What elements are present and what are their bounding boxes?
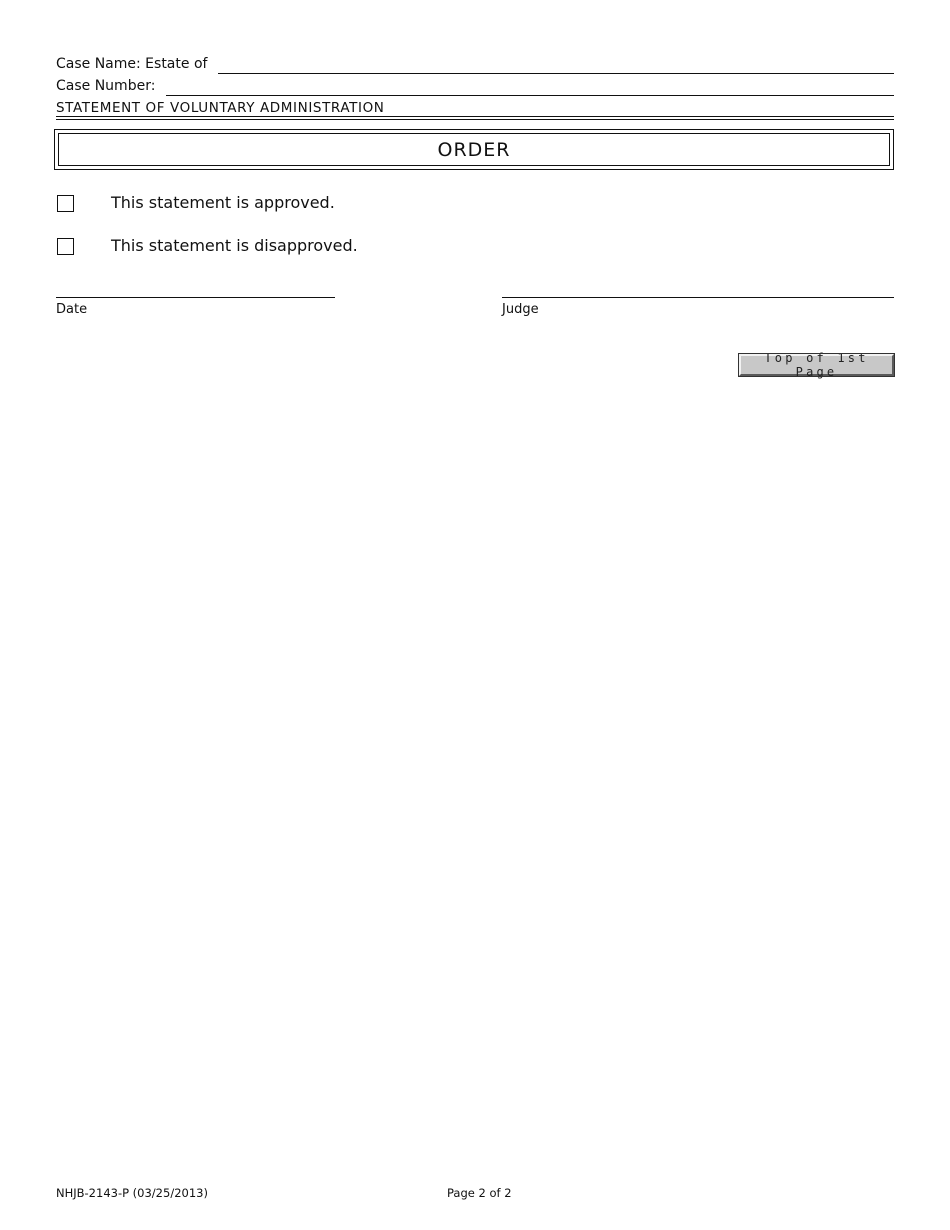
order-section-inner	[58, 133, 890, 166]
order-section-box	[54, 129, 894, 170]
approved-option	[57, 193, 657, 215]
disapproved-option	[57, 236, 657, 258]
case-name-field[interactable]	[218, 51, 894, 74]
case-name-row	[56, 52, 894, 74]
judge-label: Judge	[502, 302, 539, 317]
page-number: Page 2 of 2	[447, 1186, 512, 1200]
approved-label: This statement is approved.	[111, 193, 335, 212]
case-number-row	[56, 74, 894, 96]
form-id: NHJB-2143-P (03/25/2013)	[56, 1186, 208, 1200]
judge-signature-line[interactable]	[502, 297, 894, 298]
date-signature-line[interactable]	[56, 297, 335, 298]
case-name-label: Case Name: Estate of	[56, 56, 211, 72]
document-title: STATEMENT OF VOLUNTARY ADMINISTRATION	[56, 100, 385, 116]
case-number-label: Case Number:	[56, 78, 159, 94]
title-double-rule	[56, 116, 894, 120]
approved-checkbox[interactable]	[57, 195, 74, 212]
order-title: ORDER	[437, 138, 511, 161]
disapproved-label: This statement is disapproved.	[111, 236, 358, 255]
top-of-first-page-button[interactable]: Top of 1st Page	[739, 354, 894, 376]
case-number-field[interactable]	[166, 73, 894, 96]
disapproved-checkbox[interactable]	[57, 238, 74, 255]
document-title-row	[56, 99, 894, 119]
date-label: Date	[56, 302, 88, 317]
